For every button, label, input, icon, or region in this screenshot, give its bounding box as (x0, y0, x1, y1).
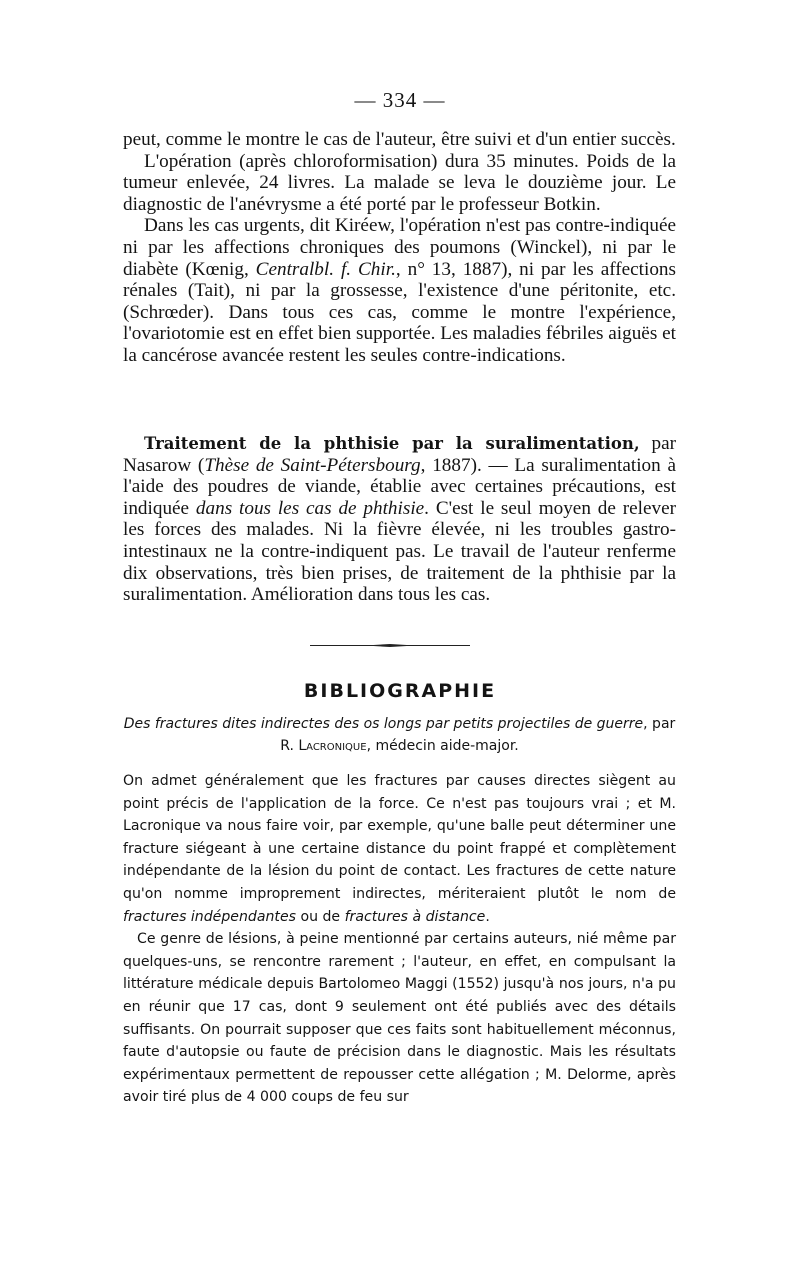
text-run: , 1887). — La suralimentation à l'aide des poudres de viande, établie avec certaines précautions, est indiquée (123, 454, 676, 519)
paragraph (123, 770, 676, 928)
text-run: , n° 13, 1887), ni par les affections rénales (Tait), ni par la grossesse, l'existence d'une péritonite, etc. (Schrœder). Dans tous ces cas, comme le montre l'expérience, l'ovariotomie est en effet bien supportée. Les maladies fébriles aiguës et la cancérose avancée restent les seules contre-indications. (123, 258, 676, 366)
emphasis: fractures à distance (344, 908, 486, 925)
text-run: ou de (295, 908, 345, 925)
paragraph (123, 433, 676, 606)
section-phthisis (123, 433, 676, 606)
journal-reference: Centralbl. f. Chir. (255, 258, 396, 280)
paragraph: peut, comme le montre le cas de l'auteur, être suivi et d'un entier succès. (123, 129, 676, 150)
thesis-reference: Thèse de Saint-Pétersbourg (204, 454, 421, 476)
emphasis: dans tous les cas de phthisie (195, 497, 425, 519)
text-run: par Nasarow ( (123, 433, 677, 476)
page-number: — 334 — (354, 88, 446, 112)
author-name: Lacronique (298, 738, 367, 754)
ornamental-rule (310, 644, 470, 647)
text-run: , médecin aide-major. (366, 738, 519, 754)
text-run: . (485, 908, 490, 925)
bibliography-entry-title (123, 713, 676, 757)
paragraph: Ce genre de lésions, à peine mentionné par certains auteurs, nié même par quelques-uns, se rencontre rarement ; l'auteur, en effet, en compulsant la littérature médicale depuis Bartolomeo Maggi (1552) jusqu'à nos jours, n'a pu en réunir que 17 cas, dont 9 seulement ont été publiés avec des détails suffisants. On pourrait supposer que ces faits sont habituellement méconnus, faute d'autopsie ou faute de précision dans le diagnostic. Mais les résultats expérimentaux permettent de repousser cette allégation ; M. Delorme, après avoir tiré plus de 4 000 coups de feu sur (123, 931, 676, 1106)
paragraph (123, 215, 676, 366)
text-run: Dans les cas urgents, dit Kiréew, l'opération n'est pas contre-indiquée ni par les affections chroniques des poumons (Winckel), ni par le diabète (Kœnig, (123, 215, 676, 280)
bibliography-review (123, 770, 676, 1109)
paragraph: L'opération (après chloroformisation) dura 35 minutes. Poids de la tumeur enlevée, 24 livres. La malade se leva le douzième jour. Le diagnostic de l'anévrysme a été porté par le professeur Botkin. (123, 150, 676, 215)
bibliography-heading: BIBLIOGRAPHIE (303, 680, 497, 702)
emphasis: fractures indépendantes (123, 908, 296, 925)
section-title: Traitement de la phthisie par la suralimentation, (144, 434, 640, 453)
text-run: . C'est le seul moyen de relever les forces des malades. Ni la fièvre élevée, ni les troubles gastro-intestinaux ne la contre-indiquent pas. Le travail de l'auteur renferme dix observations, très bien prises, de traitement de la phthisie par la suralimentation. Amélioration dans tous les cas. (123, 497, 676, 606)
section-ovariotomy (123, 129, 676, 367)
text-run: On admet généralement que les fractures par causes directes siègent au point précis de l'application de la force. Ce n'est pas toujours vrai ; et M. Lacronique va nous faire voir, par exemple, qu'une balle peut déterminer une fracture siégeant à une certaine distance du point frappé et complètement indépendante de la lésion du point de contact. Les fractures de cette nature qu'on nomme improprement indirectes, mériteraient plutôt le nom de (123, 773, 676, 902)
text-run: , par R. (280, 716, 676, 754)
book-title: Des fractures dites indirectes des os longs par petits projectiles de guerre (123, 716, 644, 732)
